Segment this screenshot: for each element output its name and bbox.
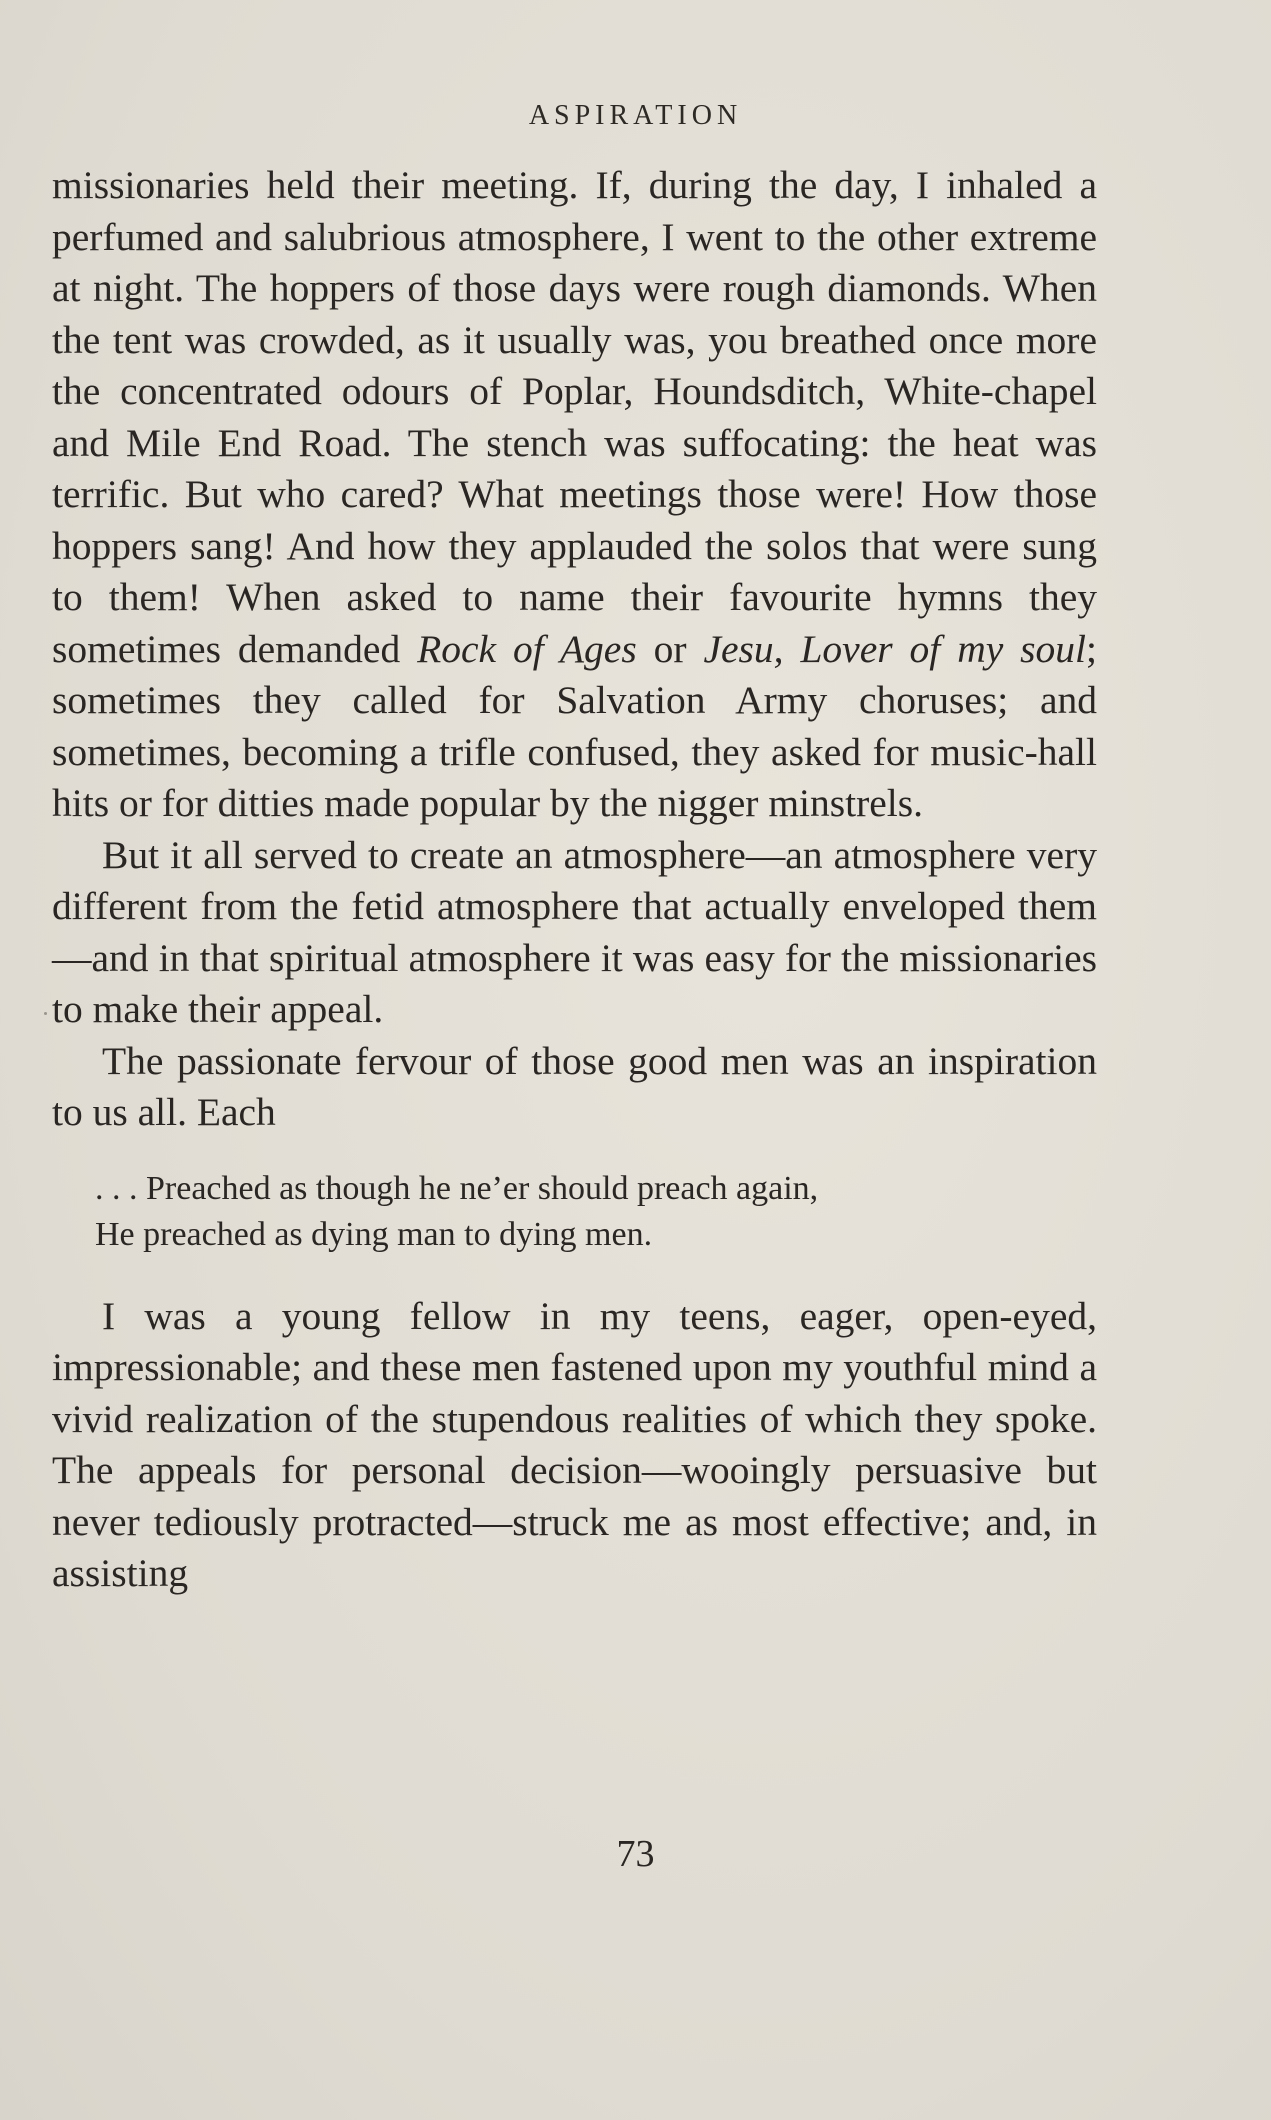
page-number: 73 — [616, 1833, 655, 1875]
body-text — [52, 160, 1097, 1600]
paragraph-4: I was a young fellow in my teens, eager, open-eyed, impressionable; and these men fastened upon my youthful mind a vivid realization of the stupendous realities of which they spoke. The appeals for personal decision—wooingly persuasive but never tediously protracted—struck me as most effective; and, in assisting — [52, 1293, 1097, 1595]
running-head: ASPIRATION — [528, 100, 743, 131]
paragraph-1-end: ; sometimes they called for Salvation Army choruses; and sometimes, becoming a trifle confused, they asked for music-hall hits or for ditties made popular by the nigger minstrels. — [52, 626, 1098, 825]
paper-speck — [44, 1012, 47, 1015]
quote-line-2: He preached as dying man to dying men. — [95, 1215, 653, 1253]
hymn-title-jesu-lover: Jesu, Lover of my soul — [703, 626, 1087, 671]
paragraph-3: The passionate fervour of those good men was an inspiration to us all. Each — [52, 1038, 1097, 1134]
conjunction-or: or — [636, 626, 704, 671]
paragraph-1 — [52, 160, 1097, 830]
verse-quotation — [95, 1166, 1097, 1258]
paragraph-1-text: missionaries held their meeting. If, during the day, I inhaled a perfumed and salubrious atmosphere, I went to the other extreme at night. The hoppers of those days were rough diamonds. When the tent was crowded, as it usually was, you breathed once more the concentrated odours of Poplar, Houndsditch, White-chapel and Mile End Road. The stench was suffocating: the heat was terrific. But who cared? What meetings those were! How those hoppers sang! And how they applauded the solos that were sung to them! When asked to name their favourite hymns they sometimes demanded — [52, 163, 1097, 671]
paragraph-2: But it all served to create an atmosphere—an atmosphere very different from the fetid atmosphere that actually enveloped them—and in that spiritual atmosphere it was easy for the missionaries to make their appeal. — [52, 832, 1097, 1031]
hymn-title-rock-of-ages: Rock of Ages — [417, 626, 637, 671]
quote-line-1: . . . Preached as though he ne’er should preach again, — [95, 1169, 819, 1207]
